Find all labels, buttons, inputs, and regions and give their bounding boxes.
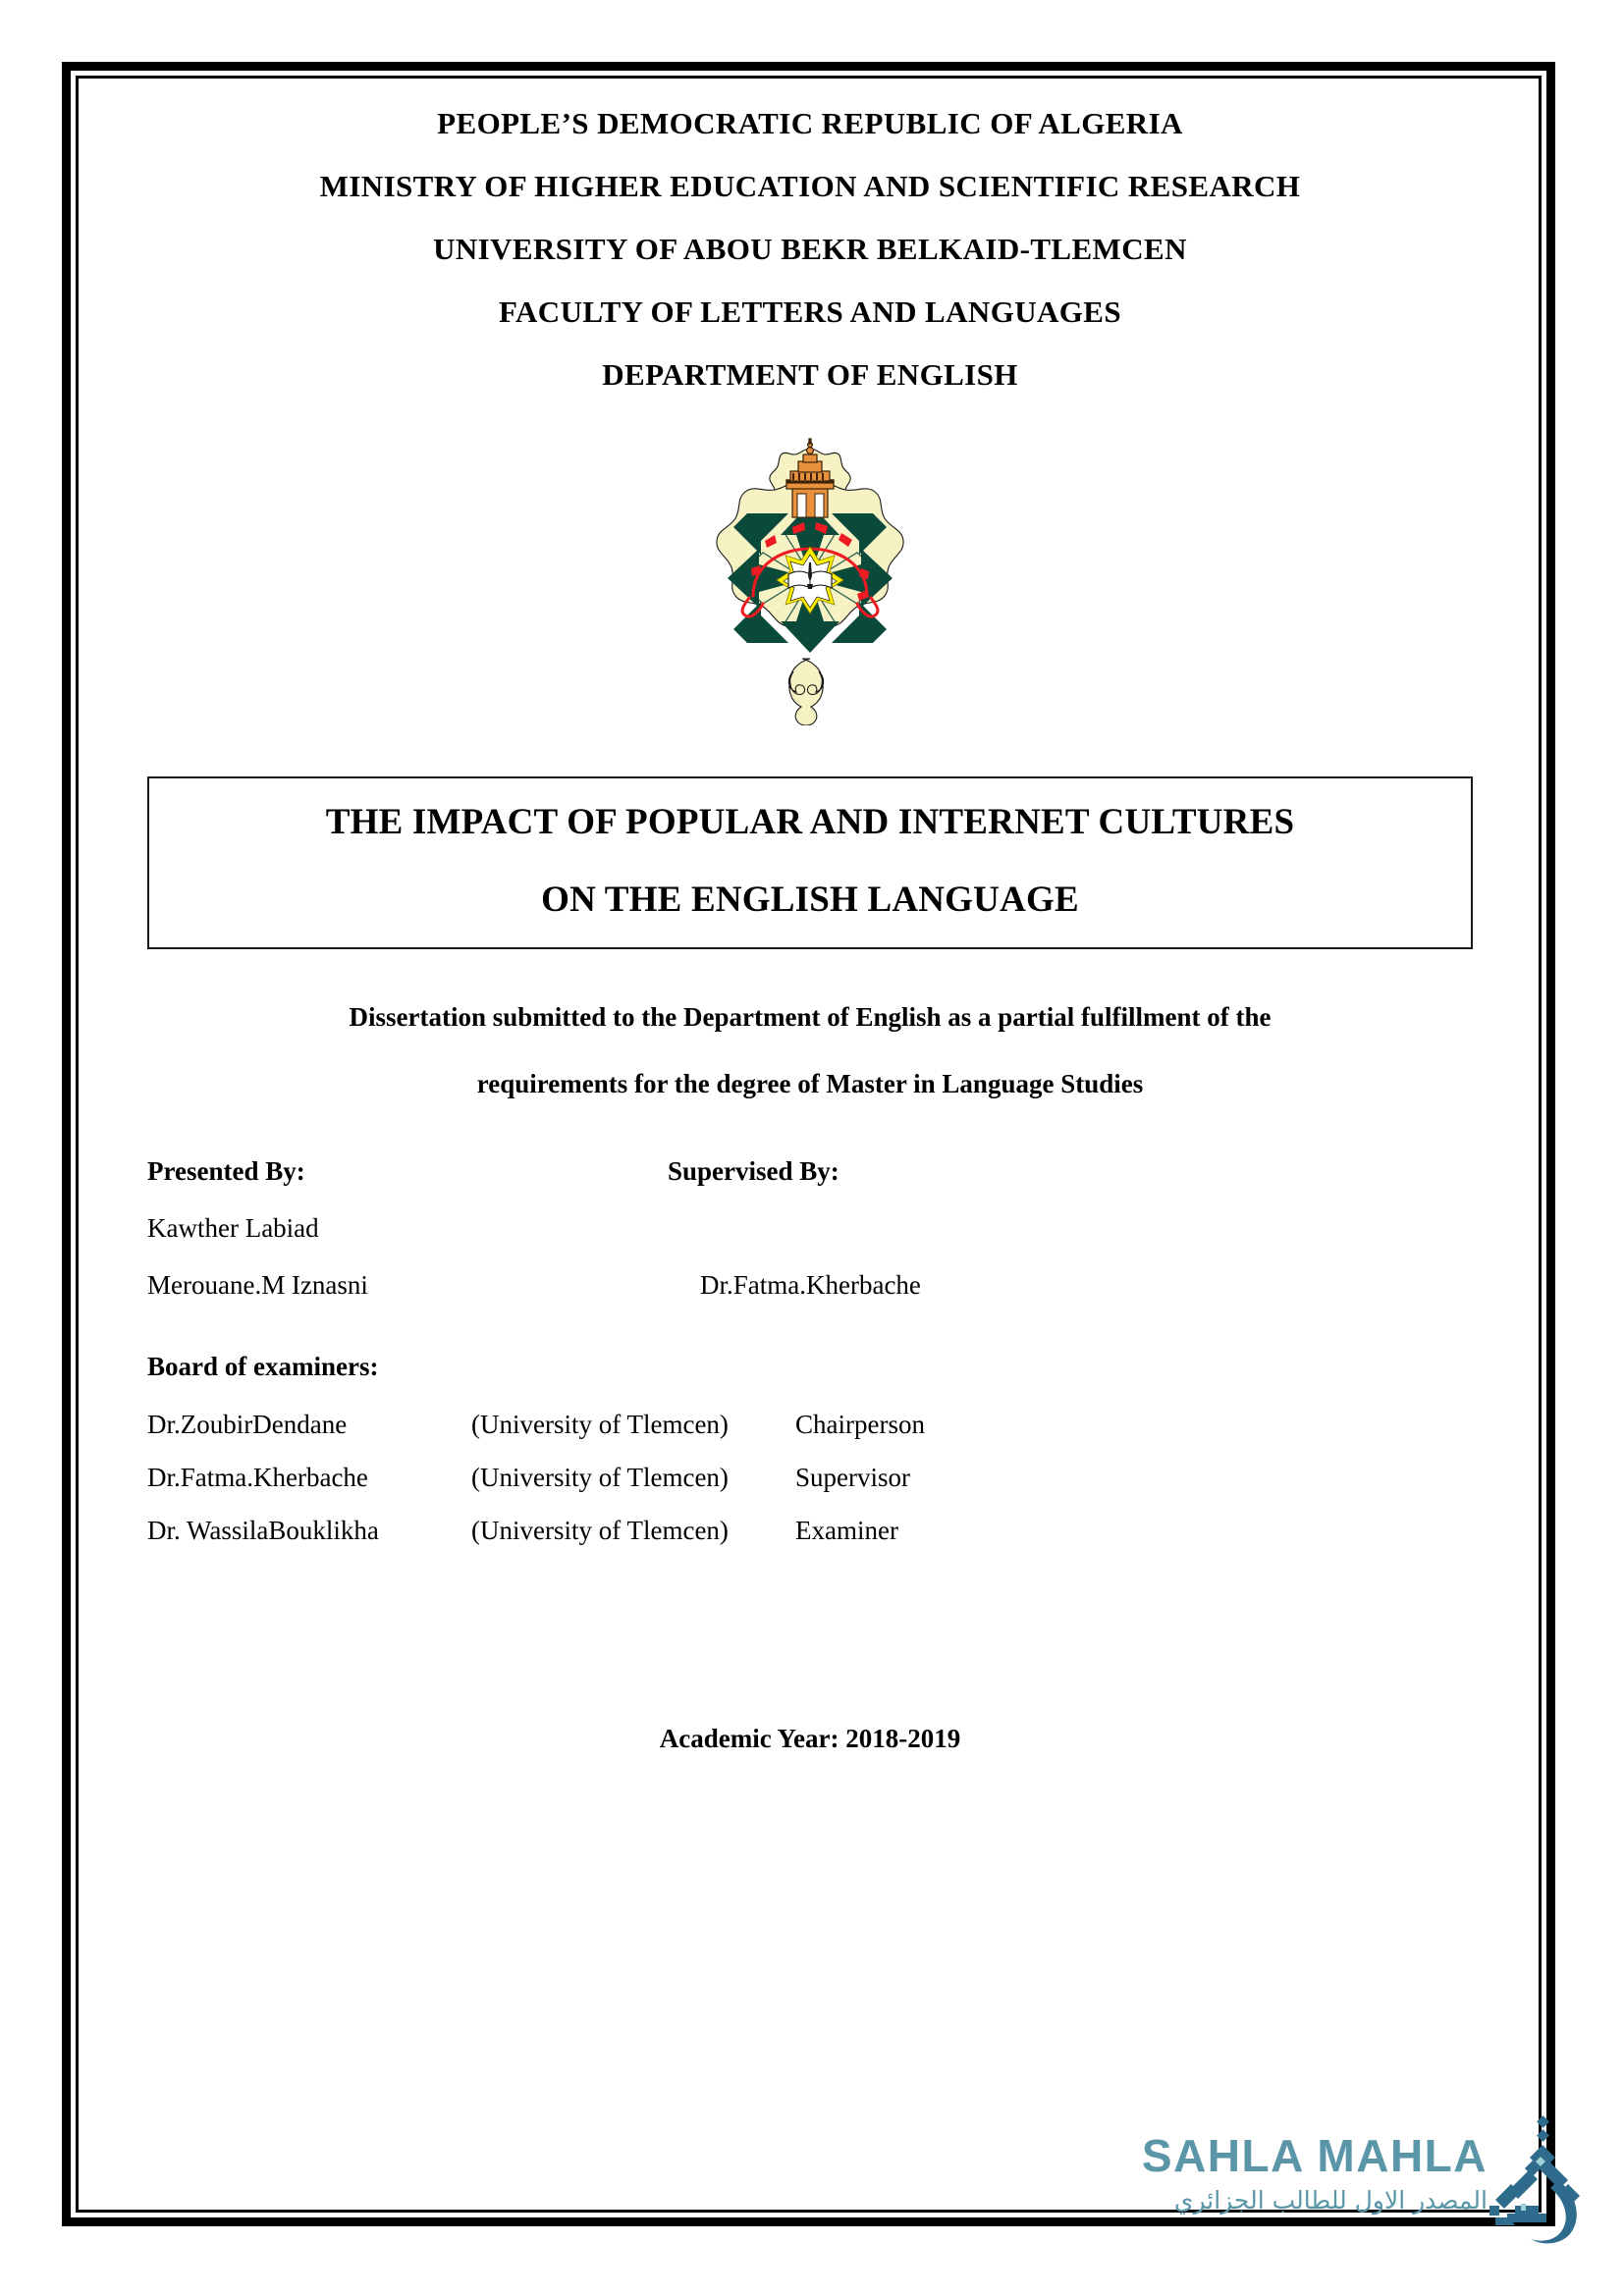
- examiner-name: Dr.ZoubirDendane: [147, 1410, 348, 1439]
- presenter-name-2: Merouane.M Iznasni: [147, 1270, 368, 1300]
- page-content: [147, 108, 1473, 1752]
- examiner-role: Supervisor: [795, 1463, 910, 1492]
- board-of-examiners: [147, 1354, 1473, 1544]
- dissertation-title-line-2: ON THE ENGLISH LANGUAGE: [541, 880, 1079, 920]
- university-logo-container: [147, 431, 1473, 725]
- supervisor-name: Dr.Fatma.Kherbache: [700, 1270, 921, 1300]
- presented-by-label: Presented By:: [147, 1156, 305, 1186]
- board-row: [147, 1412, 1473, 1438]
- institution-line-department: DEPARTMENT OF ENGLISH: [602, 357, 1018, 392]
- university-emblem-icon: [663, 431, 957, 725]
- byline-block: [147, 1158, 1473, 1299]
- presenter-name-1: Kawther Labiad: [147, 1213, 319, 1243]
- examiner-name: Dr.Fatma.Kherbache: [147, 1463, 368, 1492]
- academic-year: Academic Year: 2018-2019: [659, 1724, 961, 1753]
- watermark-tagline-arabic: المصدر الاول للطالب الجزائري: [1173, 2186, 1488, 2215]
- supervised-by-label: Supervised By:: [668, 1156, 839, 1186]
- submission-statement-line-1: Dissertation submitted to the Department of English as a partial fulfillment of the: [349, 1002, 1272, 1032]
- institution-header: [147, 108, 1473, 390]
- presenter-row-2: [147, 1272, 1473, 1299]
- dissertation-title-line-1: THE IMPACT OF POPULAR AND INTERNET CULTURES: [325, 802, 1295, 842]
- board-row: [147, 1465, 1473, 1491]
- submission-statement-line-2: requirements for the degree of Master in Language Studies: [476, 1069, 1144, 1098]
- watermark-brand-text: SAHLA MAHLA: [1141, 2130, 1488, 2181]
- examiner-affiliation: (University of Tlemcen): [471, 1516, 729, 1545]
- submission-statement: [147, 1004, 1473, 1097]
- examiner-name: Dr. WassilaBouklikha: [147, 1516, 379, 1545]
- institution-line-faculty: FACULTY OF LETTERS AND LANGUAGES: [498, 294, 1122, 329]
- examiner-affiliation: (University of Tlemcen): [471, 1463, 729, 1492]
- dissertation-title-box: [147, 776, 1473, 949]
- board-of-examiners-heading: Board of examiners:: [147, 1352, 379, 1381]
- board-row: [147, 1518, 1473, 1544]
- examiner-role: Examiner: [795, 1516, 898, 1545]
- institution-line-university: UNIVERSITY OF ABOU BEKR BELKAID-TLEMCEN: [433, 232, 1187, 266]
- byline-heading-row: [147, 1158, 1473, 1185]
- presenter-row-1: [147, 1215, 1473, 1242]
- examiner-affiliation: (University of Tlemcen): [471, 1410, 729, 1439]
- examiner-role: Chairperson: [795, 1410, 925, 1439]
- institution-line-ministry: MINISTRY OF HIGHER EDUCATION AND SCIENTIFIC RESEARCH: [319, 169, 1301, 203]
- institution-line-country: PEOPLE’S DEMOCRATIC REPUBLIC OF ALGERIA: [437, 106, 1183, 140]
